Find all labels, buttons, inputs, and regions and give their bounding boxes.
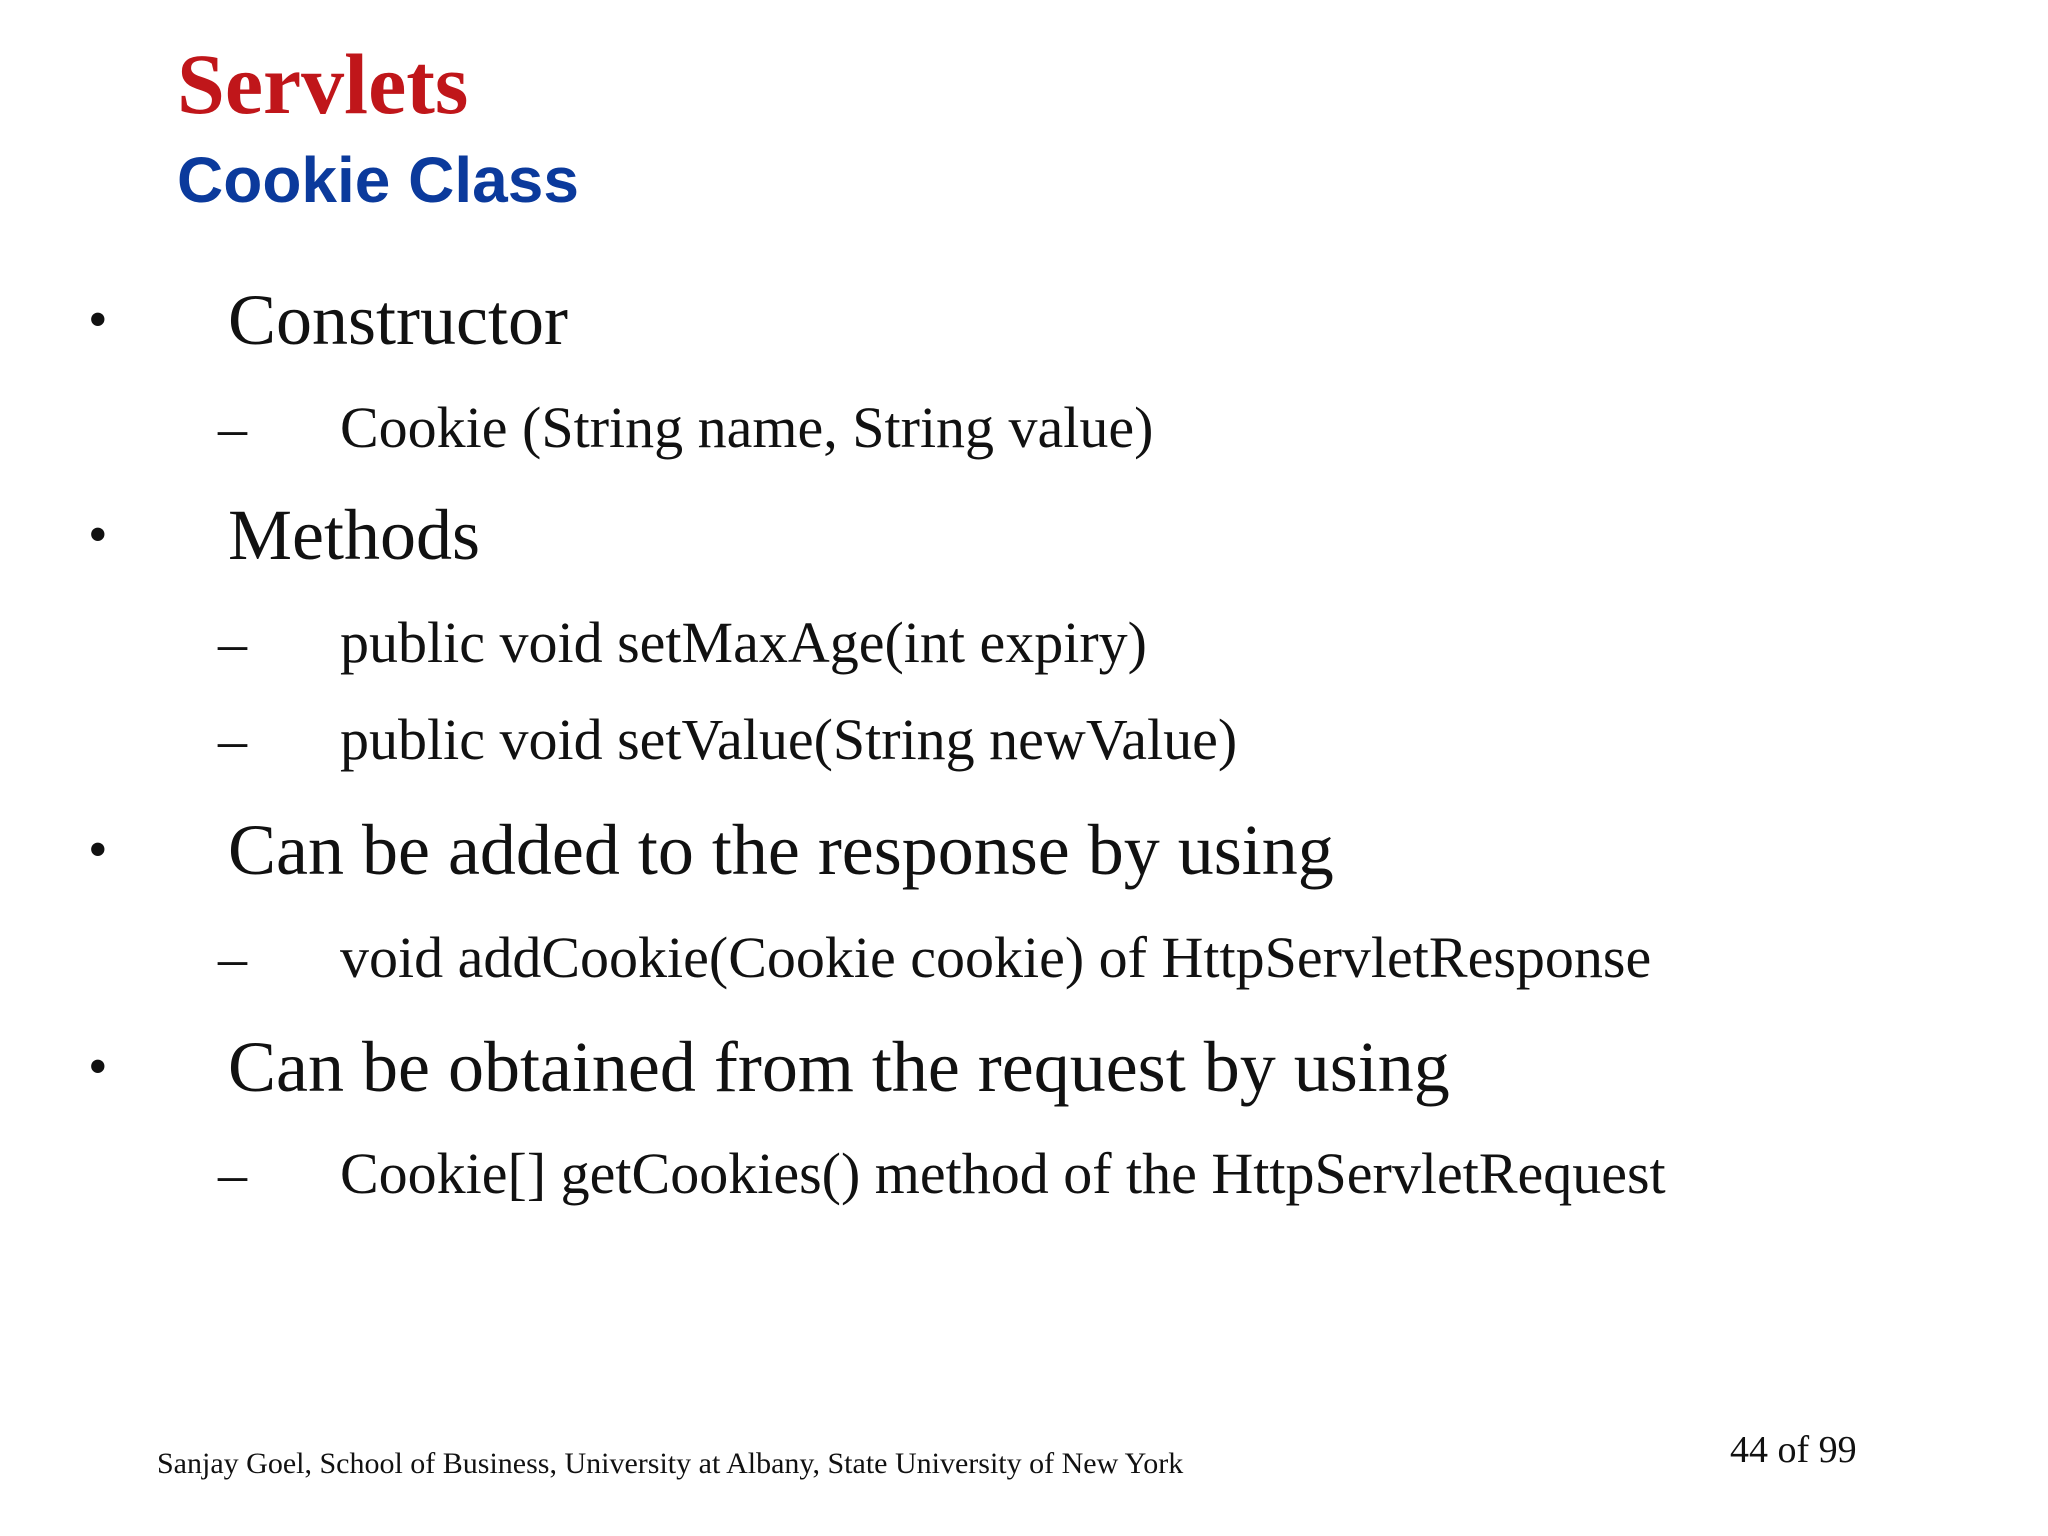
sub-bullet-text: void addCookie(Cookie cookie) of HttpServletResponse [340, 925, 1652, 990]
sub-bullet-text: public void setValue(String newValue) [340, 707, 1238, 772]
bullet-text: Can be obtained from the request by using [228, 1027, 1450, 1107]
sub-bullet-text: Cookie (String name, String value) [340, 395, 1154, 460]
slide-title: Servlets [177, 36, 469, 132]
dash-icon: – [218, 610, 247, 675]
bullet-text: Constructor [228, 280, 568, 360]
dash-icon: – [218, 925, 247, 990]
bullet-text: Methods [228, 495, 480, 575]
dash-icon: – [218, 1141, 247, 1206]
dash-icon: – [218, 707, 247, 772]
bullet-icon: • [88, 289, 108, 351]
slide-subtitle: Cookie Class [177, 144, 579, 216]
bullet-icon: • [88, 819, 108, 881]
sub-bullet-text: Cookie[] getCookies() method of the HttpServletRequest [340, 1141, 1666, 1206]
bullet-icon: • [88, 1036, 108, 1098]
dash-icon: – [218, 395, 247, 460]
bullet-icon: • [88, 504, 108, 566]
sub-bullet-text: public void setMaxAge(int expiry) [340, 610, 1147, 675]
page-number: 44 of 99 [1730, 1429, 1857, 1471]
footer-author: Sanjay Goel, School of Business, University at Albany, State University of New York [157, 1447, 1184, 1480]
bullet-text: Can be added to the response by using [228, 810, 1334, 890]
